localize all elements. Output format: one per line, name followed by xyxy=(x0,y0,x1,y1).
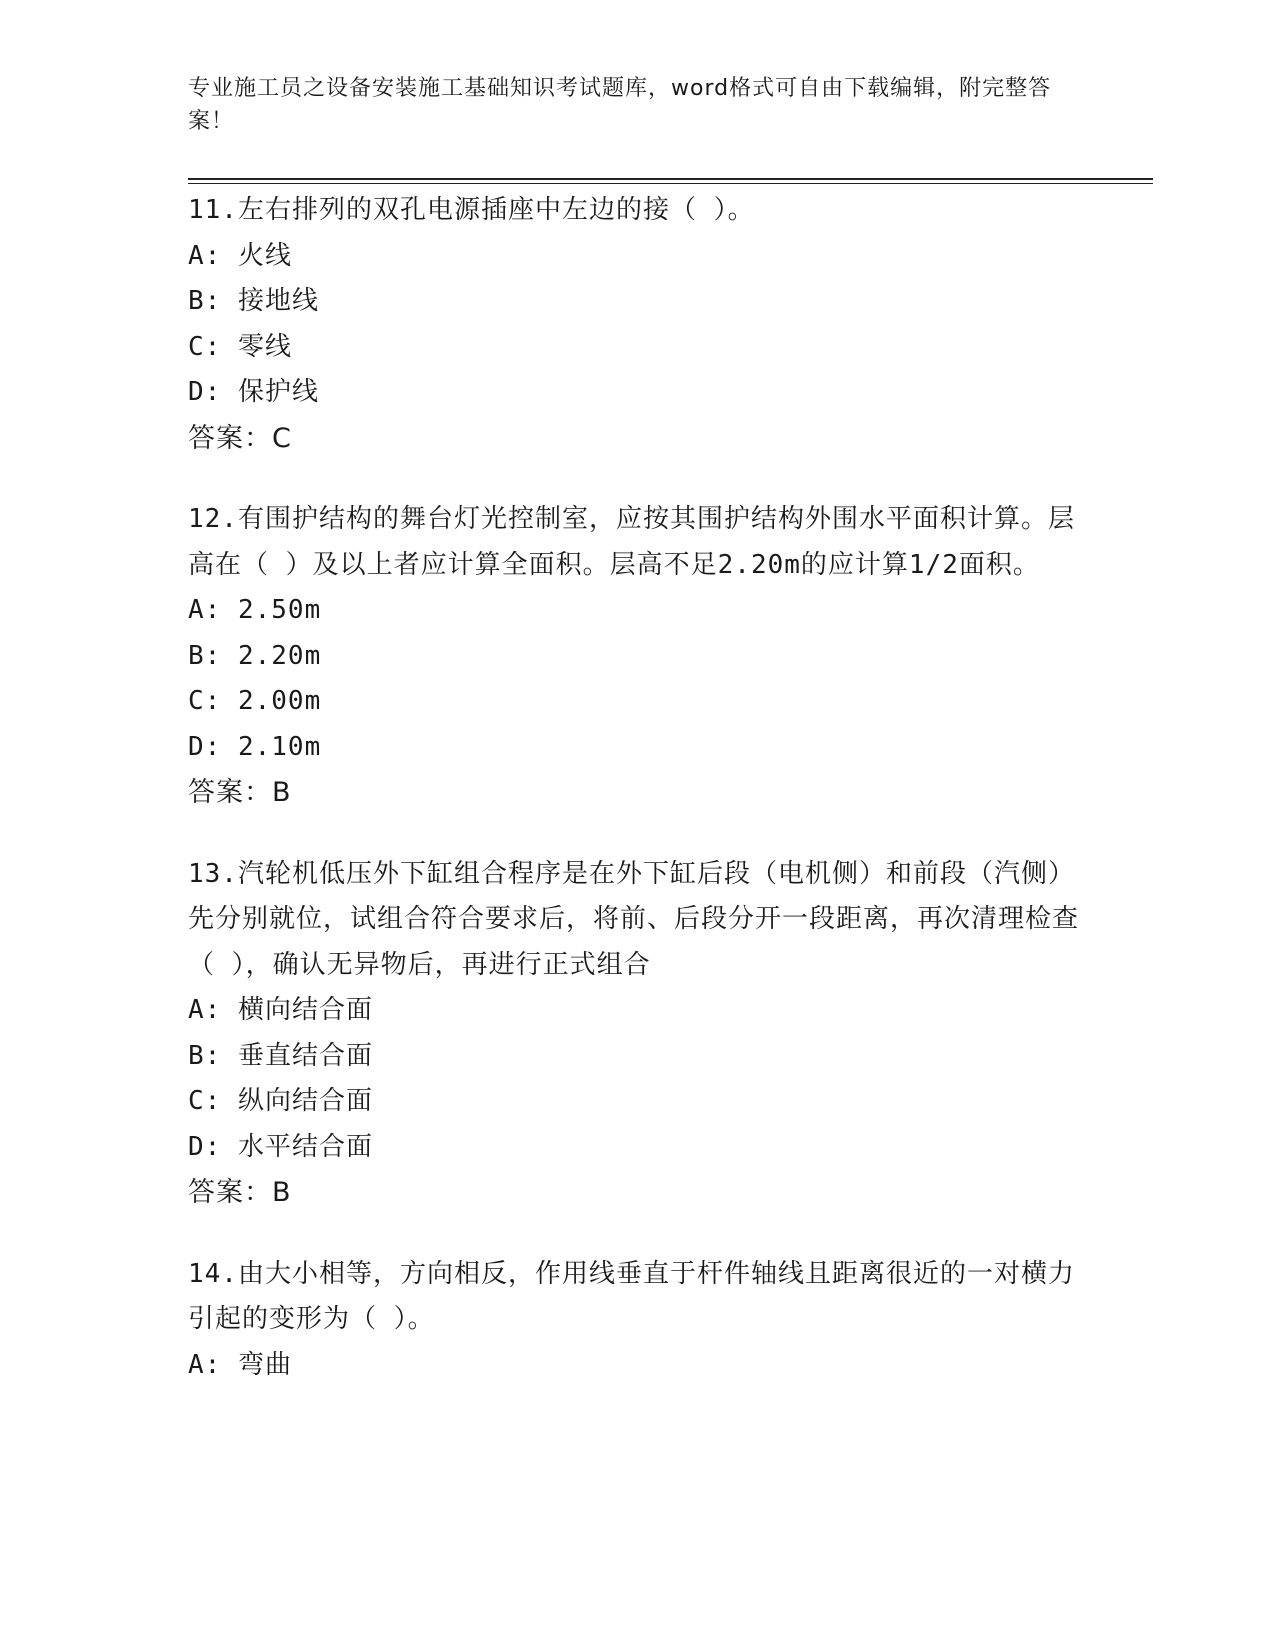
question-list xyxy=(188,188,1088,1424)
option-a: A: 火线 xyxy=(188,240,292,271)
option-a: A: 横向结合面 xyxy=(188,995,373,1025)
option-c: C: 纵向结合面 xyxy=(188,1086,373,1116)
option-a: A: 弯曲 xyxy=(188,1349,292,1380)
option-d: D: 2.10m xyxy=(188,731,322,762)
answer-line: 答案：C xyxy=(188,422,292,454)
answer-line: 答案：B xyxy=(188,1177,292,1208)
option-b: B: 垂直结合面 xyxy=(188,1040,373,1071)
question-text: 13.汽轮机低压外下缸组合程序是在外下缸后段（电机侧）和前段（汽侧）先分别就位，试组合符合要求后，将前、后段分开一段距离，再次清理检查（ ），确认无异物后，再进行正式组合 xyxy=(188,858,1080,980)
question-11 xyxy=(188,188,1088,461)
question-12 xyxy=(188,497,1088,816)
answer-line: 答案：B xyxy=(188,777,292,808)
document-header: 专业施工员之设备安装施工基础知识考试题库，word格式可自由下载编辑，附完整答案！ xyxy=(188,76,1052,134)
question-13 xyxy=(188,852,1088,1216)
option-b: B: 接地线 xyxy=(188,286,319,316)
option-a: A: 2.50m xyxy=(188,595,322,625)
header-divider-thin xyxy=(188,183,1153,184)
option-d: D: 水平结合面 xyxy=(188,1131,373,1162)
option-c: C: 2.00m xyxy=(188,686,322,716)
option-d: D: 保护线 xyxy=(188,377,319,407)
option-b: B: 2.20m xyxy=(188,640,322,671)
option-c: C: 零线 xyxy=(188,331,292,362)
question-text: 11.左右排列的双孔电源插座中左边的接（ ）。 xyxy=(188,195,755,225)
question-14 xyxy=(188,1252,1088,1389)
header-divider-thick xyxy=(188,178,1153,180)
question-text: 14.由大小相等，方向相反，作用线垂直于杆件轴线且距离很近的一对横力引起的变形为（ ）。 xyxy=(188,1258,1075,1334)
question-text: 12.有围护结构的舞台灯光控制室，应按其围护结构外围水平面积计算。层高在（ ）及以上者应计算全面积。层高不足2.20m的应计算1/2面积。 xyxy=(188,504,1075,580)
